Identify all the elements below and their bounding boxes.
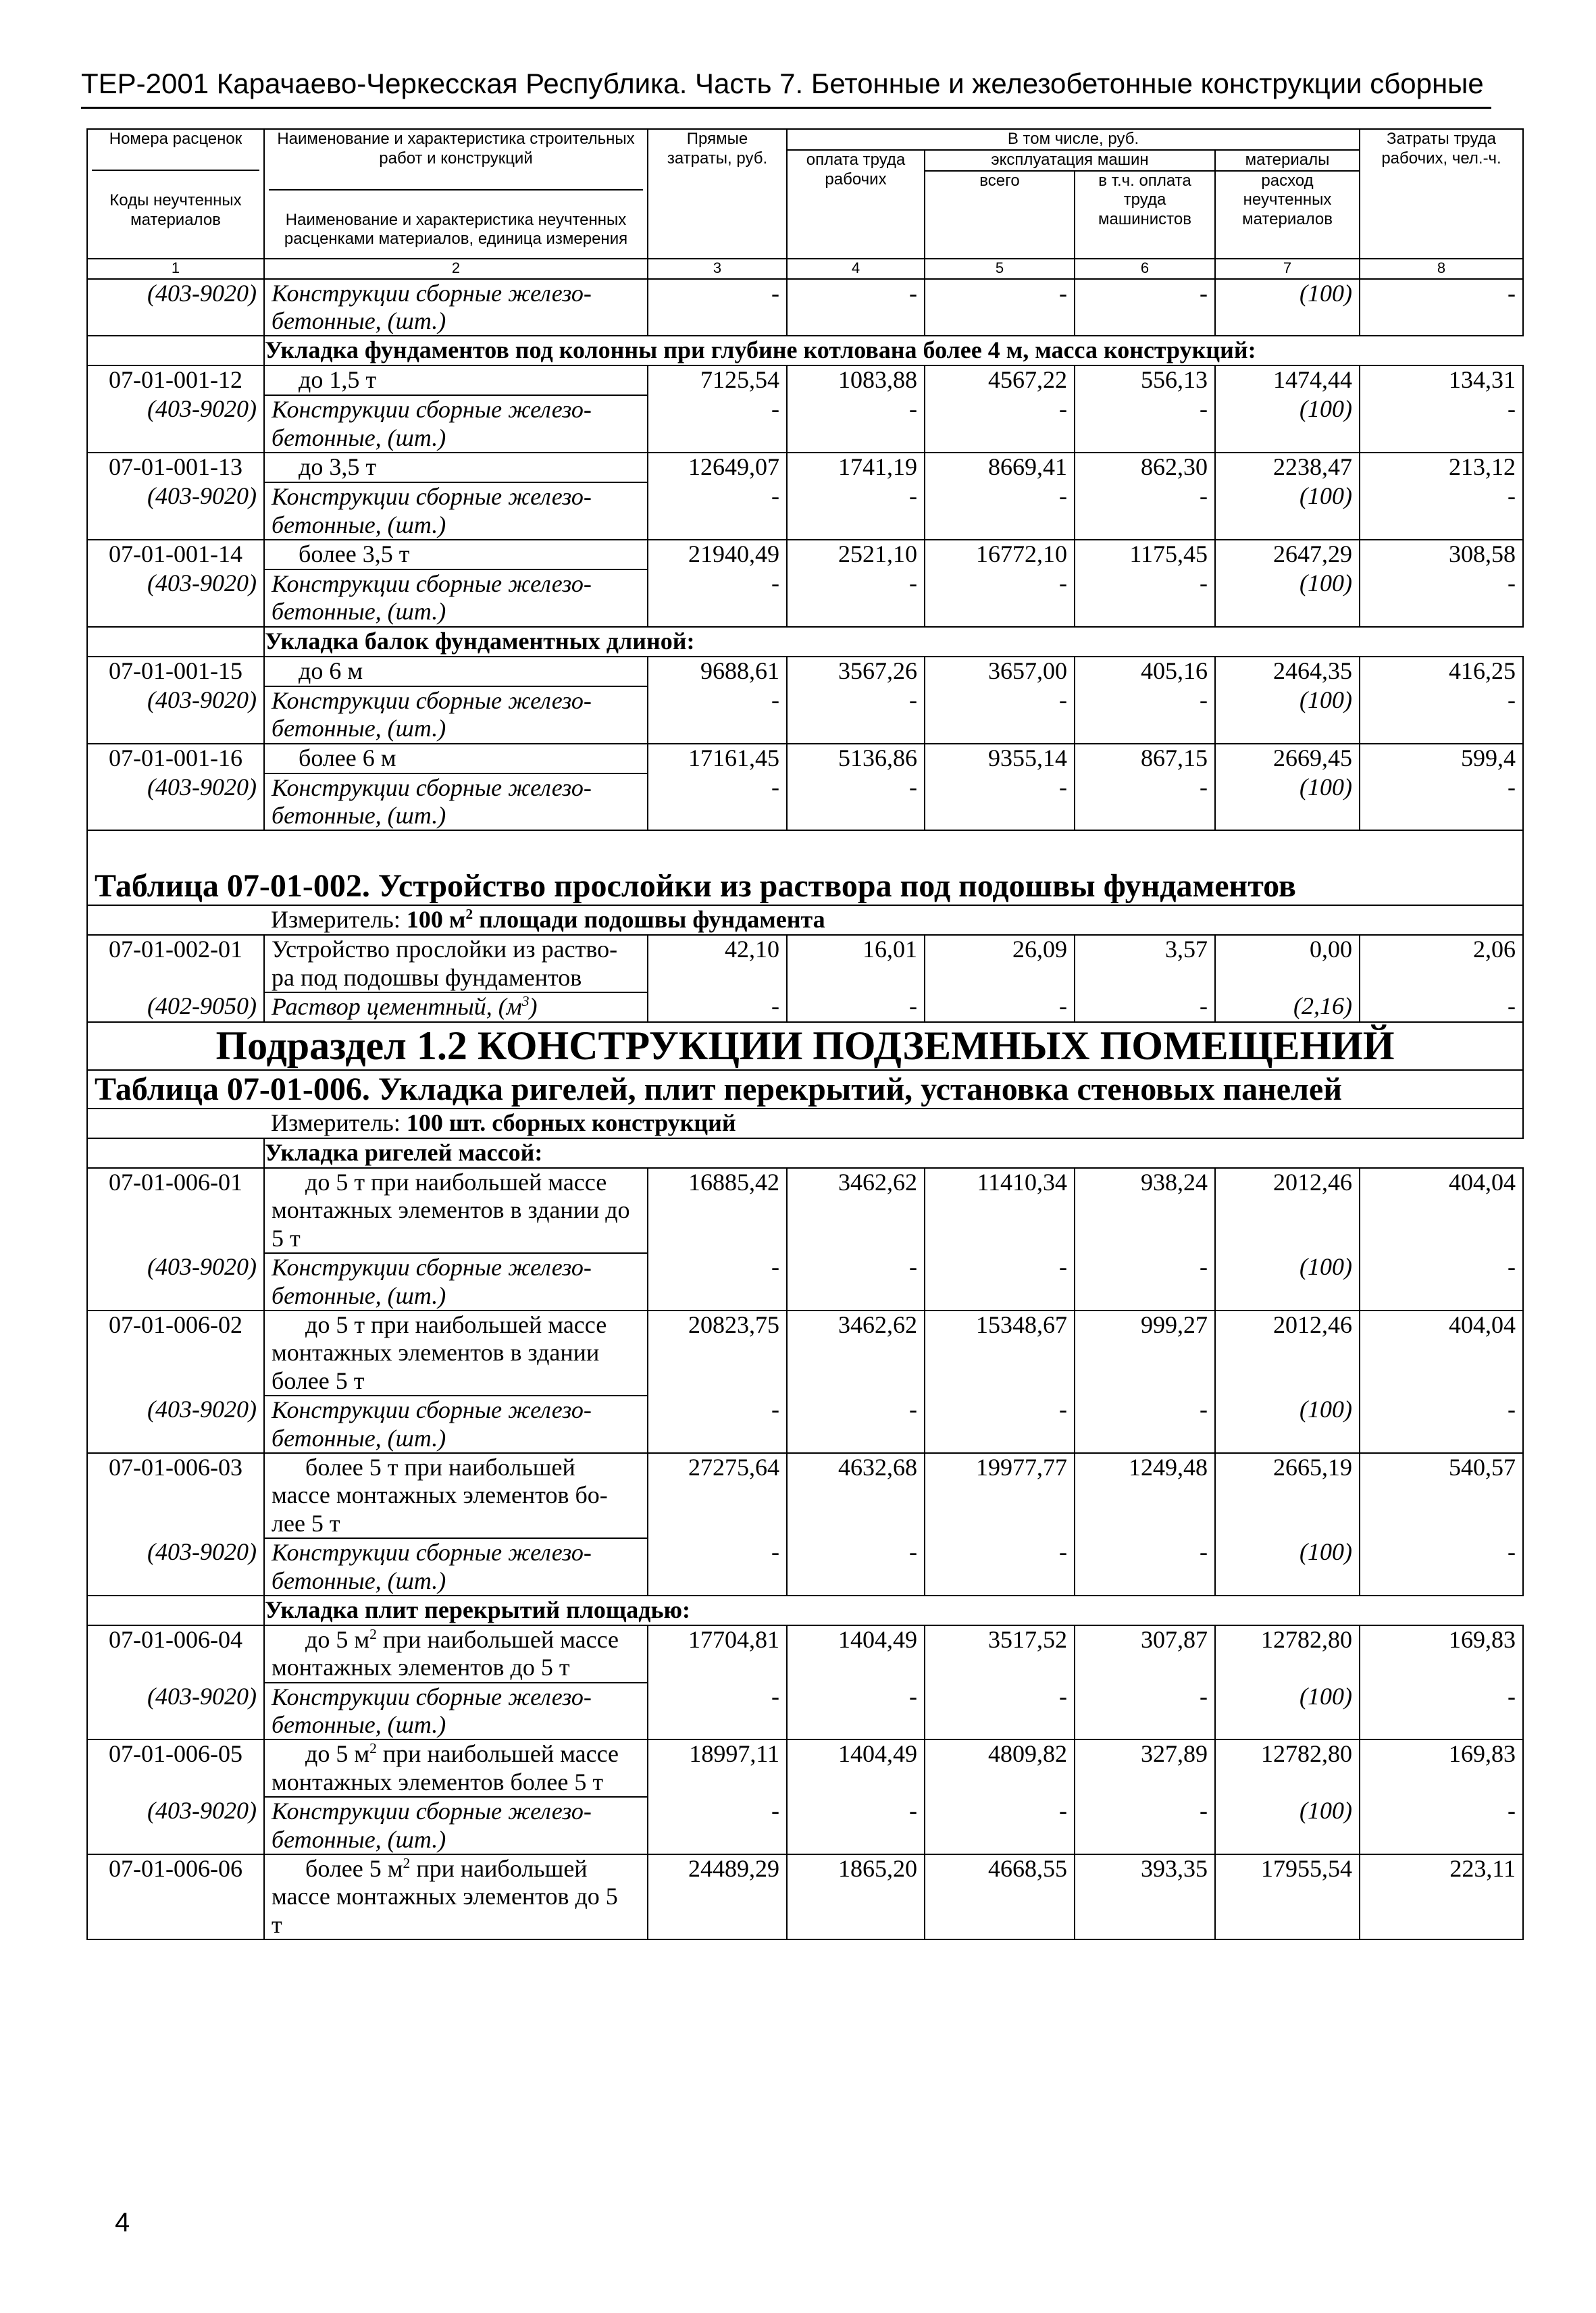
cell-materials: 2665,19	[1215, 1453, 1360, 1538]
meter-text: Измеритель: 100 шт. сборных конструкций	[264, 1109, 1523, 1138]
cell-material-qty: (100)	[1215, 1253, 1360, 1311]
cell-direct: 21940,49	[648, 540, 787, 569]
cell-hours: 134,31	[1360, 365, 1523, 395]
cell-machines: 19977,77	[925, 1453, 1075, 1538]
cell-material-qty: (100)	[1215, 1683, 1360, 1740]
header-work-name: Наименование и характеристика строительных работ и конструкций Наименование и характеристика неучтенных расценками материалов, единица измерения	[264, 129, 648, 259]
cell-machinists: 1175,45	[1075, 540, 1215, 569]
cell-direct: 17704,81	[648, 1625, 787, 1683]
work-description: до 1,5 т	[264, 365, 648, 395]
cell-labor: 1741,19	[787, 453, 925, 482]
cell-machines: 11410,34	[925, 1168, 1075, 1253]
cell-direct: 17161,45	[648, 744, 787, 773]
cell-direct: 18997,11	[648, 1739, 787, 1797]
cell-hours: 223,11	[1360, 1854, 1523, 1939]
material-row	[87, 1797, 1523, 1854]
cell-material-qty: (100)	[1215, 773, 1360, 831]
cell-machines: 4809,82	[925, 1739, 1075, 1797]
cell-hours: 213,12	[1360, 453, 1523, 482]
price-table	[86, 128, 1524, 1940]
material-row	[87, 1538, 1523, 1596]
col-number: 7	[1215, 259, 1360, 279]
subsection-row	[87, 1022, 1523, 1070]
rate-code: 07-01-001-12	[87, 365, 264, 395]
material-row	[87, 992, 1523, 1022]
cell-machines: -	[925, 686, 1075, 744]
cell-machines: -	[925, 279, 1075, 336]
cell-labor: -	[787, 773, 925, 831]
cell-hours: -	[1360, 1683, 1523, 1740]
group-header-row	[87, 1596, 1523, 1625]
cell-hours: 416,25	[1360, 657, 1523, 686]
cell-labor: 3462,62	[787, 1311, 925, 1396]
header-rule	[81, 107, 1491, 109]
table-row	[87, 657, 1523, 686]
cell-machines: 4567,22	[925, 365, 1075, 395]
material-description: Конструкции сборные железо- бетонные, (шт.)	[264, 482, 648, 540]
table-title: Таблица 07-01-006. Укладка ригелей, плит перекрытий, установка стеновых панелей	[87, 1070, 1523, 1109]
group-blank	[87, 627, 264, 657]
material-code: (403-9020)	[87, 1797, 264, 1854]
cell-direct: 12649,07	[648, 453, 787, 482]
cell-hours: -	[1360, 1253, 1523, 1311]
material-code: (403-9020)	[87, 279, 264, 336]
cell-labor: 1404,49	[787, 1739, 925, 1797]
material-code: (402-9050)	[87, 992, 264, 1022]
cell-hours: -	[1360, 1538, 1523, 1596]
cell-materials: 1474,44	[1215, 365, 1360, 395]
cell-machinists: -	[1075, 1797, 1215, 1854]
cell-hours: 169,83	[1360, 1625, 1523, 1683]
material-code: (403-9020)	[87, 1396, 264, 1453]
header-in-that-number: В том числе, руб.	[787, 129, 1360, 150]
rate-code: 07-01-006-05	[87, 1739, 264, 1797]
cell-hours: 540,57	[1360, 1453, 1523, 1538]
cell-materials: 2238,47	[1215, 453, 1360, 482]
subsection-title: Подраздел 1.2 КОНСТРУКЦИИ ПОДЗЕМНЫХ ПОМЕЩЕНИЙ	[87, 1022, 1523, 1070]
cell-machinists: 393,35	[1075, 1854, 1215, 1939]
cell-machines: 3517,52	[925, 1625, 1075, 1683]
cell-machines: 16772,10	[925, 540, 1075, 569]
cell-direct: 24489,29	[648, 1854, 787, 1939]
material-description: Раствор цементный, $(м^3)$	[264, 992, 648, 1022]
cell-labor: -	[787, 482, 925, 540]
cell-material-qty: (100)	[1215, 1538, 1360, 1596]
page-number: 4	[115, 2208, 130, 2237]
cell-machinists: -	[1075, 1683, 1215, 1740]
material-description: Конструкции сборные железо- бетонные, (шт.)	[264, 1683, 648, 1740]
work-description: до 5 $м^2$ при наибольшей массе монтажных элементов до 5 т	[264, 1625, 648, 1683]
cell-machinists: 862,30	[1075, 453, 1215, 482]
col-number: 6	[1075, 259, 1215, 279]
work-description: Устройство прослойки из раство- ра под подошвы фундаментов	[264, 935, 648, 992]
table-row	[87, 744, 1523, 773]
cell-machinists: -	[1075, 1253, 1215, 1311]
cell-direct: -	[648, 482, 787, 540]
col-number: 2	[264, 259, 648, 279]
cell-machinists: 556,13	[1075, 365, 1215, 395]
header-labor-costs: Затраты труда рабочих, чел.-ч.	[1360, 129, 1523, 259]
group-blank	[87, 1138, 264, 1168]
cell-direct: -	[648, 569, 787, 627]
cell-hours: 308,58	[1360, 540, 1523, 569]
cell-machines: -	[925, 992, 1075, 1022]
cell-machinists: 307,87	[1075, 1625, 1215, 1683]
table-row	[87, 365, 1523, 395]
material-description: Конструкции сборные железо- бетонные, (шт.)	[264, 1396, 648, 1453]
cell-hours: 404,04	[1360, 1168, 1523, 1253]
cell-direct: -	[648, 279, 787, 336]
cell-hours: 599,4	[1360, 744, 1523, 773]
cell-direct: 20823,75	[648, 1311, 787, 1396]
table-row	[87, 1453, 1523, 1538]
header-rate-numbers: Номера расценок Коды неучтенных материалов	[87, 129, 264, 259]
material-code: (403-9020)	[87, 569, 264, 627]
cell-labor: 2521,10	[787, 540, 925, 569]
cell-labor: 1865,20	[787, 1854, 925, 1939]
col-number: 1	[87, 259, 264, 279]
cell-direct: -	[648, 1538, 787, 1596]
rate-code: 07-01-001-13	[87, 453, 264, 482]
cell-machinists: -	[1075, 569, 1215, 627]
meter-row	[87, 1109, 1523, 1138]
cell-machines: 4668,55	[925, 1854, 1075, 1939]
cell-material-qty: (100)	[1215, 279, 1360, 336]
group-header-row	[87, 336, 1523, 365]
cell-direct: -	[648, 395, 787, 453]
col-number: 3	[648, 259, 787, 279]
cell-machinists: 327,89	[1075, 1739, 1215, 1797]
meter-blank	[87, 1109, 264, 1138]
cell-labor: -	[787, 395, 925, 453]
cell-labor: -	[787, 1396, 925, 1453]
cell-direct: -	[648, 1253, 787, 1311]
cell-machines: -	[925, 773, 1075, 831]
cell-machinists: 938,24	[1075, 1168, 1215, 1253]
cell-direct: 9688,61	[648, 657, 787, 686]
cell-direct: -	[648, 1396, 787, 1453]
meter-blank	[87, 905, 264, 935]
cell-machinists: -	[1075, 686, 1215, 744]
cell-materials: 2012,46	[1215, 1311, 1360, 1396]
cell-direct: -	[648, 992, 787, 1022]
header-machinists-pay: в т.ч. оплата труда машинистов	[1075, 171, 1215, 259]
cell-labor: -	[787, 1538, 925, 1596]
cell-direct: 7125,54	[648, 365, 787, 395]
group-label: Укладка ригелей массой:	[264, 1138, 1523, 1168]
cell-labor: -	[787, 992, 925, 1022]
header-direct-costs: Прямые затраты, руб.	[648, 129, 787, 259]
material-row	[87, 773, 1523, 831]
rate-code: 07-01-001-14	[87, 540, 264, 569]
header-machines-total: всего	[925, 171, 1075, 259]
cell-machines: 9355,14	[925, 744, 1075, 773]
table-row	[87, 1854, 1523, 1939]
material-code: (403-9020)	[87, 686, 264, 744]
cell-machinists: 867,15	[1075, 744, 1215, 773]
cell-material-qty: (2,16)	[1215, 992, 1360, 1022]
cell-machines: -	[925, 1396, 1075, 1453]
meter-text: Измеритель: 100 $м^2$ площади подошвы фундамента	[264, 905, 1523, 935]
cell-machinists: -	[1075, 395, 1215, 453]
cell-hours: -	[1360, 1797, 1523, 1854]
cell-hours: -	[1360, 1396, 1523, 1453]
material-code: (403-9020)	[87, 1683, 264, 1740]
table-row	[87, 1625, 1523, 1683]
col-number: 4	[787, 259, 925, 279]
cell-hours: 404,04	[1360, 1311, 1523, 1396]
group-blank	[87, 1596, 264, 1625]
rate-code: 07-01-006-01	[87, 1168, 264, 1253]
cell-machines: 3657,00	[925, 657, 1075, 686]
cell-machines: -	[925, 1253, 1075, 1311]
cell-machinists: -	[1075, 992, 1215, 1022]
material-description: Конструкции сборные железо- бетонные, (шт.)	[264, 569, 648, 627]
table-row	[87, 540, 1523, 569]
cell-material-qty: (100)	[1215, 1797, 1360, 1854]
work-description: более 5 т при наибольшей массе монтажных элементов бо- лее 5 т	[264, 1453, 648, 1538]
column-numbers-row	[87, 259, 1523, 279]
cell-labor: -	[787, 569, 925, 627]
material-row	[87, 482, 1523, 540]
cell-material-qty: (100)	[1215, 1396, 1360, 1453]
work-description: до 3,5 т	[264, 453, 648, 482]
material-row	[87, 1683, 1523, 1740]
material-code: (403-9020)	[87, 773, 264, 831]
cell-materials: 0,00	[1215, 935, 1360, 992]
table-row	[87, 1311, 1523, 1396]
cell-machines: -	[925, 395, 1075, 453]
cell-direct: 27275,64	[648, 1453, 787, 1538]
rate-code: 07-01-006-02	[87, 1311, 264, 1396]
cell-hours: 169,83	[1360, 1739, 1523, 1797]
table-title-row	[87, 1070, 1523, 1109]
cell-hours: -	[1360, 992, 1523, 1022]
cell-machines: 15348,67	[925, 1311, 1075, 1396]
header-machines: эксплуатация машин	[925, 150, 1215, 171]
cell-direct: -	[648, 773, 787, 831]
table-row	[87, 453, 1523, 482]
work-description: до 5 $м^2$ при наибольшей массе монтажных элементов более 5 т	[264, 1739, 648, 1797]
cell-materials: 2647,29	[1215, 540, 1360, 569]
cell-labor: 5136,86	[787, 744, 925, 773]
cell-hours: -	[1360, 773, 1523, 831]
cell-material-qty: (100)	[1215, 686, 1360, 744]
cell-direct: -	[648, 1683, 787, 1740]
group-header-row	[87, 627, 1523, 657]
group-label: Укладка фундаментов под колонны при глубине котлована более 4 м, масса конструкций:	[264, 336, 1523, 365]
material-row	[87, 686, 1523, 744]
cell-labor: 3462,62	[787, 1168, 925, 1253]
table-title-row	[87, 830, 1523, 905]
cell-direct: 16885,42	[648, 1168, 787, 1253]
running-header: ТЕР-2001 Карачаево-Черкесская Республика. Часть 7. Бетонные и железобетонные конструкции сборные	[81, 68, 1484, 99]
cell-machinists: 1249,48	[1075, 1453, 1215, 1538]
cell-labor: 4632,68	[787, 1453, 925, 1538]
cell-hours: -	[1360, 482, 1523, 540]
material-row	[87, 569, 1523, 627]
table-row	[87, 1739, 1523, 1797]
work-description: более 3,5 т	[264, 540, 648, 569]
material-description: Конструкции сборные железо- бетонные, (шт.)	[264, 1797, 648, 1854]
group-header-row	[87, 1138, 1523, 1168]
table-title: Таблица 07-01-002. Устройство прослойки из раствора под подошвы фундаментов	[87, 830, 1523, 905]
cell-labor: -	[787, 1683, 925, 1740]
cell-machines: -	[925, 1797, 1075, 1854]
material-code: (403-9020)	[87, 1538, 264, 1596]
cell-hours: -	[1360, 686, 1523, 744]
material-row	[87, 1253, 1523, 1311]
cell-materials: 2012,46	[1215, 1168, 1360, 1253]
cell-labor: -	[787, 686, 925, 744]
cell-direct: -	[648, 1797, 787, 1854]
rate-code: 07-01-002-01	[87, 935, 264, 992]
cell-materials: 2464,35	[1215, 657, 1360, 686]
material-description: Конструкции сборные железо- бетонные, (шт.)	[264, 395, 648, 453]
cell-labor: 16,01	[787, 935, 925, 992]
cell-machines: -	[925, 482, 1075, 540]
cell-hours: 2,06	[1360, 935, 1523, 992]
material-row	[87, 279, 1523, 336]
cell-machinists: 999,27	[1075, 1311, 1215, 1396]
cell-machines: 26,09	[925, 935, 1075, 992]
header-labor-pay: оплата труда рабочих	[787, 150, 925, 259]
cell-machinists: -	[1075, 482, 1215, 540]
header-materials: материалы	[1215, 150, 1360, 171]
material-description: Конструкции сборные железо- бетонные, (шт.)	[264, 1253, 648, 1311]
work-description: до 5 т при наибольшей массе монтажных элементов в здании более 5 т	[264, 1311, 648, 1396]
rate-code: 07-01-006-04	[87, 1625, 264, 1683]
cell-material-qty: (100)	[1215, 569, 1360, 627]
cell-machinists: -	[1075, 773, 1215, 831]
material-description: Конструкции сборные железо- бетонные, (шт.)	[264, 773, 648, 831]
meter-row	[87, 905, 1523, 935]
table-row	[87, 1168, 1523, 1253]
rate-code: 07-01-001-15	[87, 657, 264, 686]
material-row	[87, 1396, 1523, 1453]
col-number: 8	[1360, 259, 1523, 279]
cell-machinists: -	[1075, 279, 1215, 336]
cell-material-qty: (100)	[1215, 395, 1360, 453]
cell-labor: -	[787, 279, 925, 336]
cell-machines: 8669,41	[925, 453, 1075, 482]
col-number: 5	[925, 259, 1075, 279]
material-description: Конструкции сборные железо- бетонные, (шт.)	[264, 686, 648, 744]
cell-labor: 1083,88	[787, 365, 925, 395]
work-description: до 6 м	[264, 657, 648, 686]
cell-machinists: 3,57	[1075, 935, 1215, 992]
cell-labor: 1404,49	[787, 1625, 925, 1683]
cell-materials: 12782,80	[1215, 1739, 1360, 1797]
cell-machines: -	[925, 569, 1075, 627]
work-description: до 5 т при наибольшей массе монтажных элементов в здании до 5 т	[264, 1168, 648, 1253]
cell-hours: -	[1360, 395, 1523, 453]
cell-materials: 12782,80	[1215, 1625, 1360, 1683]
cell-machines: -	[925, 1538, 1075, 1596]
material-description: Конструкции сборные железо- бетонные, (шт.)	[264, 1538, 648, 1596]
material-description: Конструкции сборные железо- бетонные, (шт.)	[264, 279, 648, 336]
table-header-row-1	[87, 129, 1523, 150]
cell-machines: -	[925, 1683, 1075, 1740]
group-label: Укладка балок фундаментных длиной:	[264, 627, 1523, 657]
rate-code: 07-01-006-03	[87, 1453, 264, 1538]
table-row	[87, 935, 1523, 992]
cell-labor: -	[787, 1797, 925, 1854]
cell-direct: -	[648, 686, 787, 744]
rate-code: 07-01-006-06	[87, 1854, 264, 1939]
cell-materials: 2669,45	[1215, 744, 1360, 773]
cell-direct: 42,10	[648, 935, 787, 992]
work-description: более 5 $м^2$ при наибольшей массе монтажных элементов до 5 т	[264, 1854, 648, 1939]
cell-machinists: 405,16	[1075, 657, 1215, 686]
material-code: (403-9020)	[87, 1253, 264, 1311]
cell-materials: 17955,54	[1215, 1854, 1360, 1939]
cell-labor: 3567,26	[787, 657, 925, 686]
material-code: (403-9020)	[87, 395, 264, 453]
cell-machinists: -	[1075, 1396, 1215, 1453]
cell-machinists: -	[1075, 1538, 1215, 1596]
cell-material-qty: (100)	[1215, 482, 1360, 540]
material-row	[87, 395, 1523, 453]
material-code: (403-9020)	[87, 482, 264, 540]
cell-labor: -	[787, 1253, 925, 1311]
group-label: Укладка плит перекрытий площадью:	[264, 1596, 1523, 1625]
rate-code: 07-01-001-16	[87, 744, 264, 773]
cell-hours: -	[1360, 569, 1523, 627]
header-materials-use: расход неучтенных материалов	[1215, 171, 1360, 259]
work-description: более 6 м	[264, 744, 648, 773]
group-blank	[87, 336, 264, 365]
cell-hours: -	[1360, 279, 1523, 336]
